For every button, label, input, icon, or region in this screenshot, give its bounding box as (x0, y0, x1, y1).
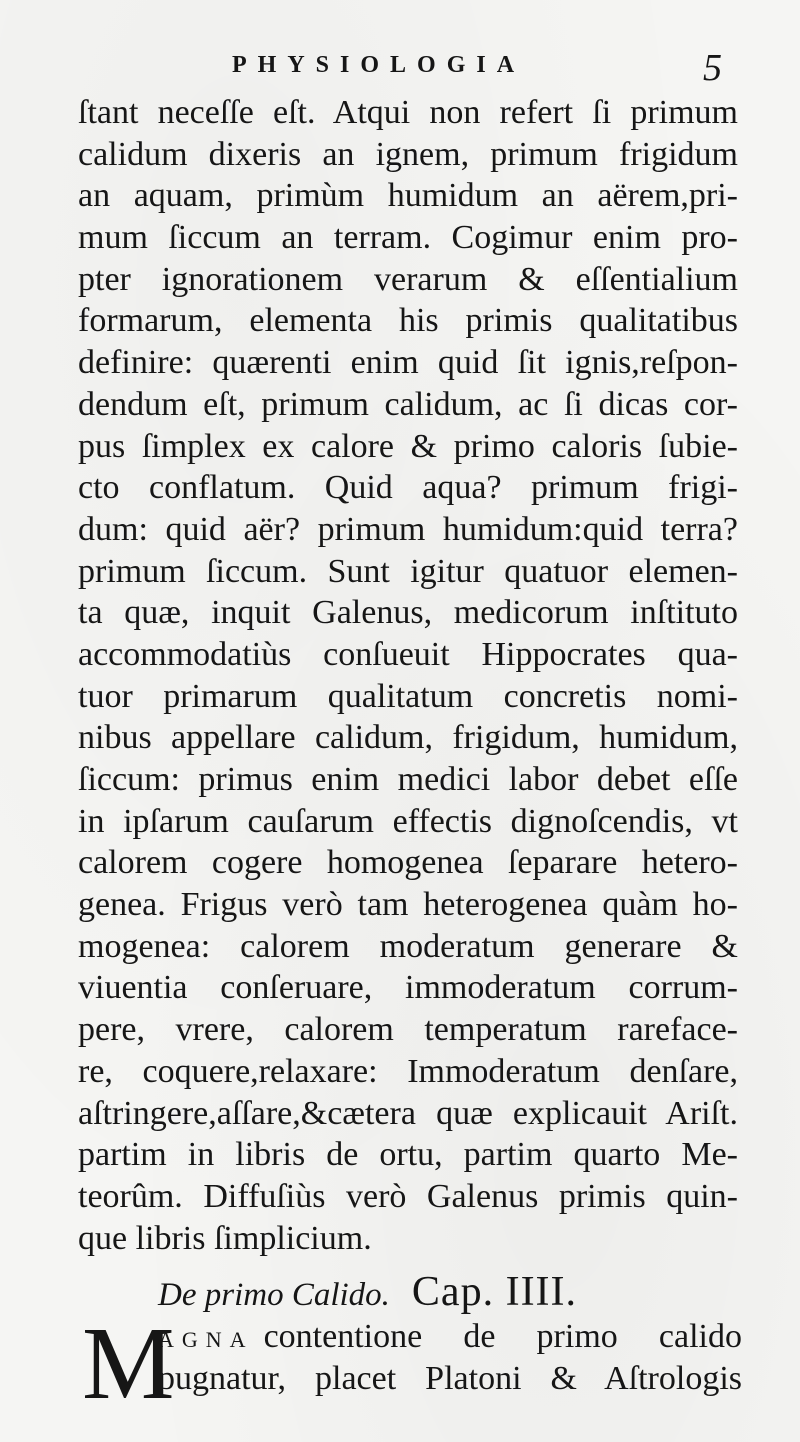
page-header (0, 47, 800, 92)
opening-word: AGNA (158, 1327, 254, 1352)
text-line: aſtringere,aſſare,&cætera quæ explicauit Ariſt. (78, 1094, 738, 1132)
opening-line-rest: contentione de primo calido (263, 1318, 742, 1355)
text-line: ſtant neceſſe eſt. Atqui non refert ſi primum (78, 94, 738, 131)
text-line (158, 1316, 742, 1358)
text-line: viuentia conſeruare, immoderatum corrum- (78, 969, 738, 1007)
text-line: calorem cogere homogenea ſeparare hetero- (78, 844, 738, 882)
text-line: genea. Frigus verò tam heterogenea quàm ho- (78, 886, 738, 924)
text-line: re, coquere,relaxare: Immoderatum denſare, (78, 1052, 738, 1090)
page-number: 5 (703, 47, 722, 89)
text-line: ta quæ, inquit Galenus, medicorum inſtituto (78, 594, 738, 632)
text-line: pere, vrere, calorem temperatum rareface- (78, 1011, 738, 1049)
text-line: in ipſarum cauſarum effectis dignoſcendis, vt (78, 802, 738, 840)
text-line: tuor primarum qualitatum concretis nomi- (78, 677, 738, 715)
text-line: que libris ſimplicium. (78, 1219, 372, 1257)
text-line: teorûm. Diffuſiùs verò Galenus primis quin- (78, 1177, 738, 1215)
text-line: nibus appellare calidum, frigidum, humidum, (78, 719, 738, 757)
text-line: partim in libris de ortu, partim quarto Me- (78, 1136, 738, 1174)
text-line: calidum dixeris an ignem, primum frigidum (78, 135, 738, 173)
text-line: dendum eſt, primum calidum, ac ſi dicas cor- (78, 385, 738, 423)
text-line: pugnatur, placet Platoni & Aſtrologis (158, 1359, 742, 1397)
opening-lines (158, 1316, 742, 1399)
text-line: definire: quærenti enim quid ſit ignis,reſpon- (78, 344, 738, 382)
text-line: mogenea: calorem moderatum generare & (78, 927, 738, 965)
text-line: accommodatiùs conſueuit Hippocrates qua- (78, 635, 738, 673)
running-head: PHYSIOLOGIA (232, 52, 526, 78)
text-line: pus ſimplex ex calore & primo caloris ſubie- (78, 427, 738, 465)
section-title: De primo Calido. (158, 1277, 390, 1313)
section-heading (158, 1268, 678, 1318)
text-line: cto conflatum. Quid aqua? primum frigi- (78, 469, 738, 507)
body-text (78, 92, 738, 1259)
text-line: an aquam, primùm humidum an aërem,pri- (78, 177, 738, 215)
chapter-opening (82, 1306, 742, 1436)
text-line: primum ſiccum. Sunt igitur quatuor elemen- (78, 552, 738, 590)
text-line: pter ignorationem verarum & eſſentialium (78, 260, 738, 298)
drop-cap: M (82, 1306, 175, 1421)
text-line: mum ſiccum an terram. Cogimur enim pro- (78, 219, 738, 257)
text-line: ſiccum: primus enim medici labor debet eſſe (78, 761, 738, 798)
text-line: formarum, elementa his primis qualitatibus (78, 302, 738, 340)
chapter-number: Cap. IIII. (411, 1269, 578, 1315)
text-line: dum: quid aër? primum humidum:quid terra? (78, 510, 738, 548)
